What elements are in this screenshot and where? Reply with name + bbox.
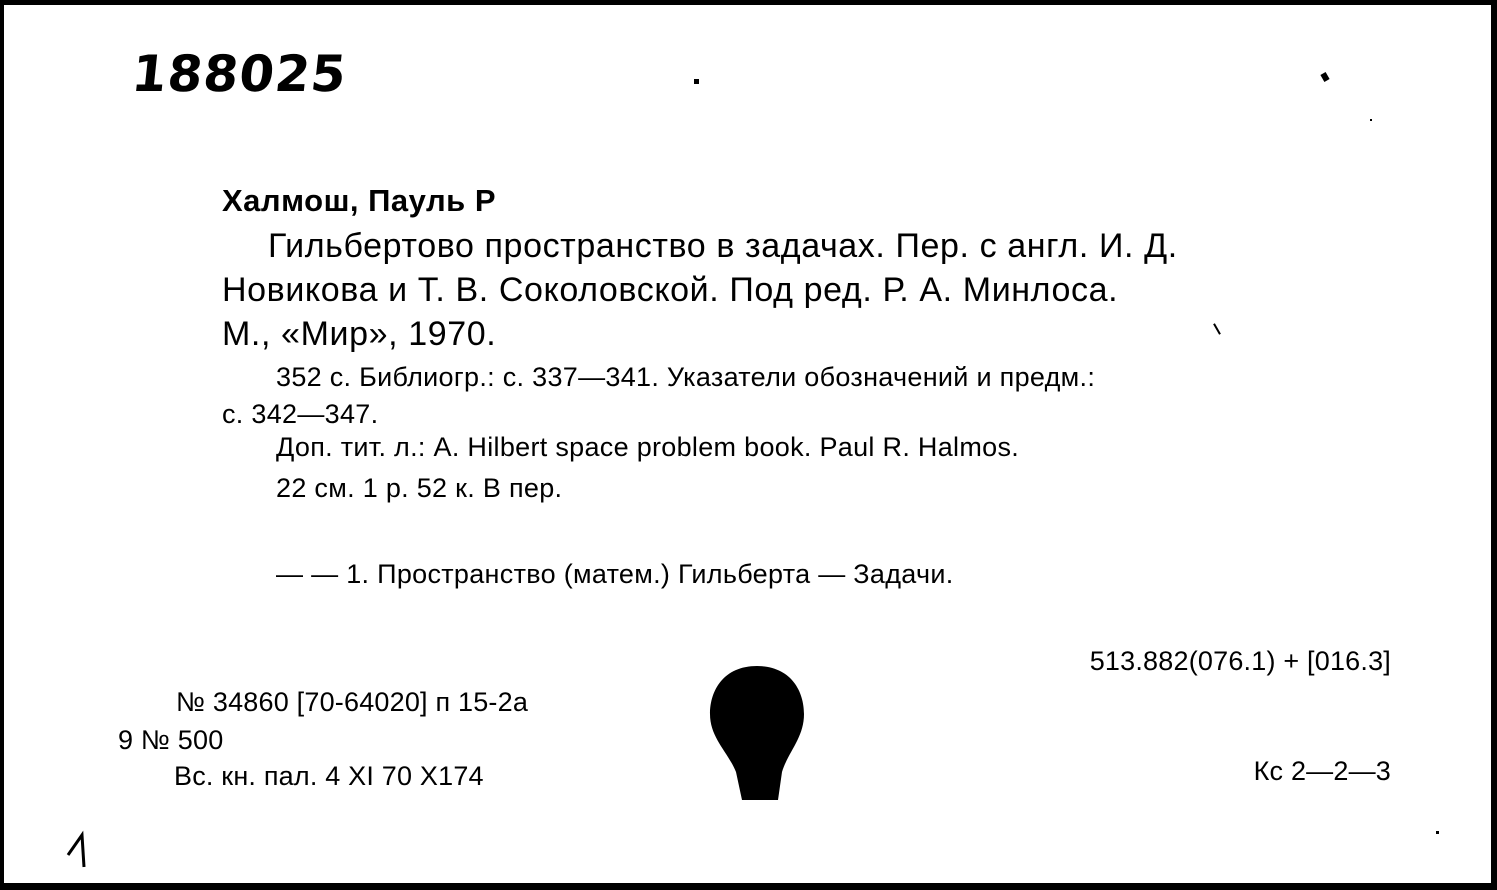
scan-speck — [1436, 831, 1439, 834]
scan-speck — [694, 79, 699, 84]
udc-classification: 513.882(076.1) + [016.3] — [1089, 646, 1391, 676]
handwritten-corner-mark — [64, 823, 104, 873]
classification-code: Кс 2—2—3 — [1253, 756, 1391, 786]
punch-hole-mark — [702, 660, 812, 810]
footer-line-2: 9 № 500 — [118, 725, 224, 755]
pagination-bibliography-note: 352 с. Библиогр.: с. 337—341. Указатели обозначений и предм.: — [276, 362, 1096, 392]
index-pages-note: с. 342—347. — [222, 399, 379, 429]
author-heading: Халмош, Пауль Р — [222, 183, 497, 218]
additional-title-note: Доп. тит. л.: A. Hilbert space problem book. Paul R. Halmos. — [276, 432, 1020, 462]
scan-speck — [1320, 72, 1329, 82]
subject-heading: — — 1. Пространство (матем.) Гильберта — Задачи. — [276, 559, 954, 589]
footer-line-1: № 34860 [70-64020] п 15-2а — [176, 687, 529, 717]
title-line-2: Новикова и Т. В. Соколовской. Под ред. Р. А. Минлоса. — [222, 271, 1119, 309]
imprint-line: М., «Мир», 1970. — [222, 315, 497, 353]
handwritten-inventory-number: 188025 — [128, 45, 350, 103]
title-line-1: Гильбертово пространство в задачах. Пер. с англ. И. Д. — [268, 227, 1178, 265]
scan-speck — [1370, 119, 1372, 121]
footer-line-3: Вс. кн. пал. 4 XI 70 Х174 — [174, 761, 484, 791]
scan-speck — [1213, 323, 1221, 334]
size-price-note: 22 см. 1 р. 52 к. В пер. — [276, 473, 563, 503]
